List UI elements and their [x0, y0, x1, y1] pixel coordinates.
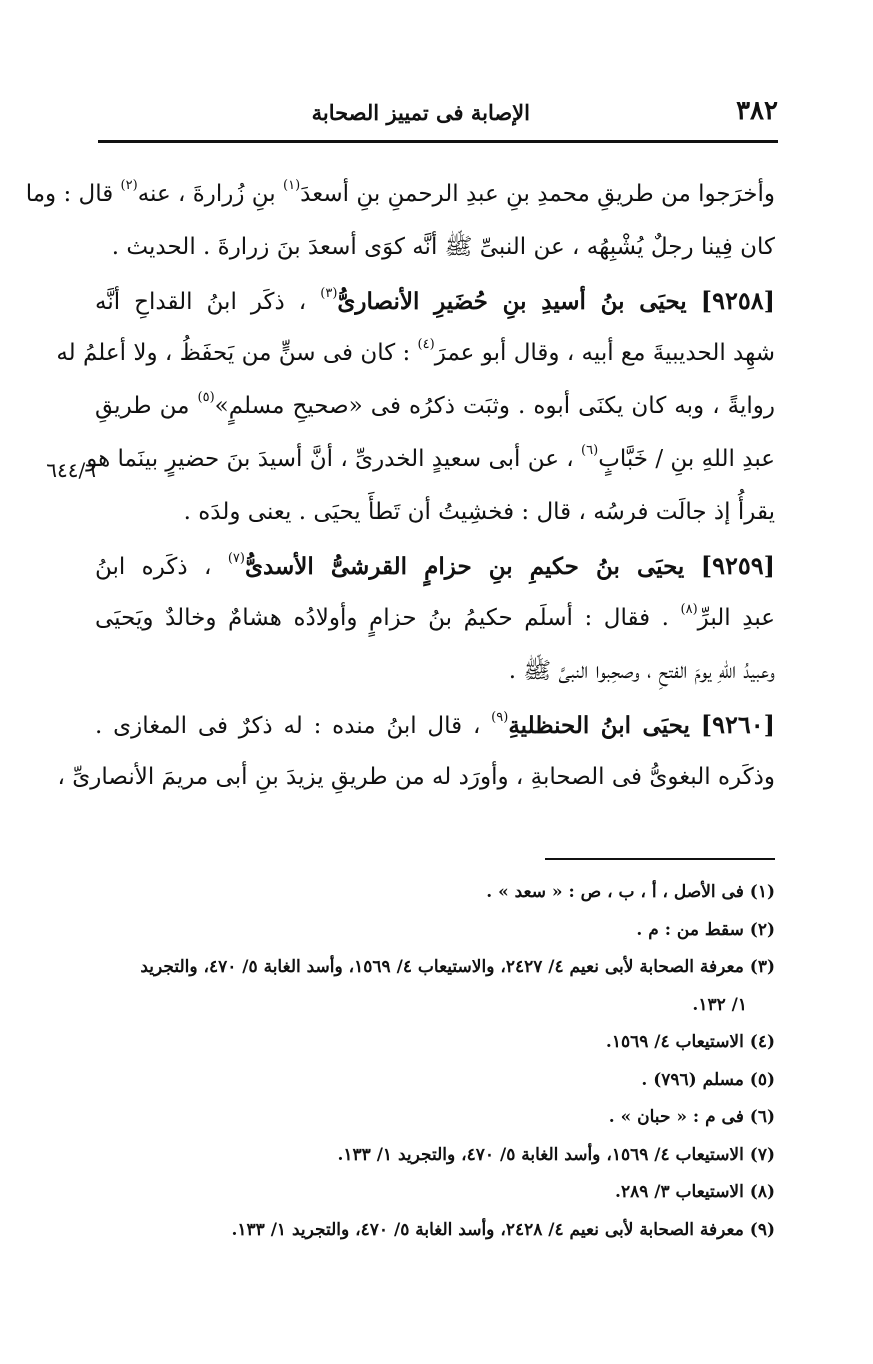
text-segment: ، قال ابنُ منده : له ذكرٌ فى المغازى .	[95, 713, 492, 739]
text-segment: ، ذكَر ابنُ القداحِ أنَّه	[95, 289, 321, 315]
entry-number: [٩٢٦٠]	[700, 710, 775, 739]
footnote-4: (٤) الاستيعاب ٤/ ١٥٦٩.	[605, 1032, 775, 1052]
page-header	[98, 92, 778, 132]
header-rule	[98, 140, 778, 143]
text-segment: : كان فى سنٍّ من يَحفَظُ ، ولا أعلمُ له	[56, 340, 418, 366]
entry-9259	[95, 539, 775, 592]
footnote-9: (٩) معرفة الصحابة لأبى نعيم ٤/ ٢٤٢٨، وأسد الغابة ٥/ ٤٧٠، والتجريد ١/ ١٣٣.	[231, 1219, 775, 1240]
text-segment: ، عن أبى سعيدٍ الخدرىِّ ، أنَّ أسيدَ بنَ حضيرٍ بينَما هو	[86, 446, 582, 472]
footnote-marker: (٧)	[227, 551, 245, 566]
footnote-3: (٣) معرفة الصحابة لأبى نعيم ٤/ ٢٤٢٧، والاستيعاب ٤/ ١٥٦٩، وأسد الغابة ٥/ ٤٧٠، والتجريد	[140, 957, 775, 977]
footnote-marker: (١)	[283, 178, 301, 193]
footnote-8: (٨) الاستيعاب ٣/ ٢٨٩.	[615, 1182, 775, 1202]
text-line	[25, 168, 775, 221]
entry-name: يحيَى بنُ أسيدِ بنِ حُضَيرِ الأنصارىُّ	[337, 288, 687, 315]
footnote-1: (١) فى الأصل ، أ ، ب ، ص : « سعد » .	[486, 882, 775, 902]
footnote-marker: (٤)	[417, 337, 435, 352]
footnote-2: (٢) سقط من : م .	[636, 919, 775, 940]
text-segment: روايةً ، وبه كان يكنَى أبوه . وثبَت ذكرُه فى «صحيحِ مسلمٍ»	[214, 393, 775, 419]
footnote-5: (٥) مسلم (٧٩٦) .	[641, 1069, 775, 1090]
footnote-marker: (٨)	[680, 602, 698, 617]
entry-9258	[95, 274, 775, 327]
text-line: وعبيدُ اللهِ يومَ الفتحِ ، وصحِبوا النبىَّ ﷺ .	[508, 658, 775, 684]
text-segment: وأخرَجوا من طريقِ محمدِ بنِ عبدِ الرحمنِ بنِ أسعدَ	[300, 181, 775, 207]
footnote-7: (٧) الاستيعاب ٤/ ١٥٦٩، وأسد الغابة ٥/ ٤٧٠، والتجريد ١/ ١٣٣.	[337, 1144, 775, 1165]
text-line	[56, 327, 775, 380]
page-number: ٣٨٢	[736, 96, 778, 126]
footnote-marker: (٣)	[320, 286, 338, 301]
footnotes	[95, 874, 775, 1249]
footnote-marker: (٦)	[581, 443, 599, 458]
text-segment: شهِد الحديبيةَ مع أبيه ، وقال أبو عمرَ	[434, 340, 775, 366]
text-segment: . فقال : أسلَم حكيمُ بنُ حزامٍ وأولادُه هشامٌ وخالدٌ ويَحيَى	[95, 605, 681, 631]
text-segment: بنِ زُرارةَ ، عنه	[137, 181, 284, 207]
text-line	[95, 592, 775, 645]
text-line: كان فِينا رجلٌ يُشْبِهُه ، عن النبىِّ ﷺ أنَّه كوَى أسعدَ بنَ زرارةَ . الحديث .	[111, 234, 775, 260]
text-line: يقرأُ إذ جالَت فرسُه ، قال : فخشِيتُ أن تَطأَ يحيَى . يعنى ولدَه .	[183, 499, 775, 525]
entry-9260	[95, 698, 775, 751]
entry-number: [٩٢٥٩]	[700, 551, 776, 580]
footnote-6: (٦) فى م : « حبان » .	[608, 1107, 775, 1127]
footnote-3-continuation: ١/ ١٣٢.	[692, 994, 747, 1015]
text-line: وذكَره البغوىُّ فى الصحابةِ ، وأورَد له من طريقِ يزيدَ بنِ أبى مريمَ الأنصارىِّ ،	[57, 764, 775, 790]
entry-name: يحيَى بنُ حكيمِ بنِ حزامٍ القرشىُّ الأسدىُّ	[244, 553, 685, 580]
footnote-rule	[545, 858, 775, 860]
text-segment: ، ذكَره ابنُ	[95, 554, 228, 580]
text-line	[95, 380, 775, 433]
running-title: الإصابة فى تمييز الصحابة	[311, 100, 530, 125]
text-segment: من طريقِ	[95, 393, 198, 419]
footnote-marker: (٢)	[120, 178, 138, 193]
margin-reference: ٦٤٤/٦	[46, 458, 96, 482]
footnote-marker: (٥)	[197, 390, 215, 405]
entry-number: [٩٢٥٨]	[700, 286, 775, 315]
entry-name: يحيَى ابنُ الحنظليةِ	[508, 712, 690, 739]
footnote-marker: (٩)	[491, 710, 509, 725]
text-segment: عبدِ اللهِ بنِ / خَبَّابٍ	[598, 446, 775, 472]
text-segment: عبدِ البرِّ	[697, 605, 775, 631]
text-segment: قال : وما	[25, 181, 121, 207]
text-line	[86, 433, 775, 486]
